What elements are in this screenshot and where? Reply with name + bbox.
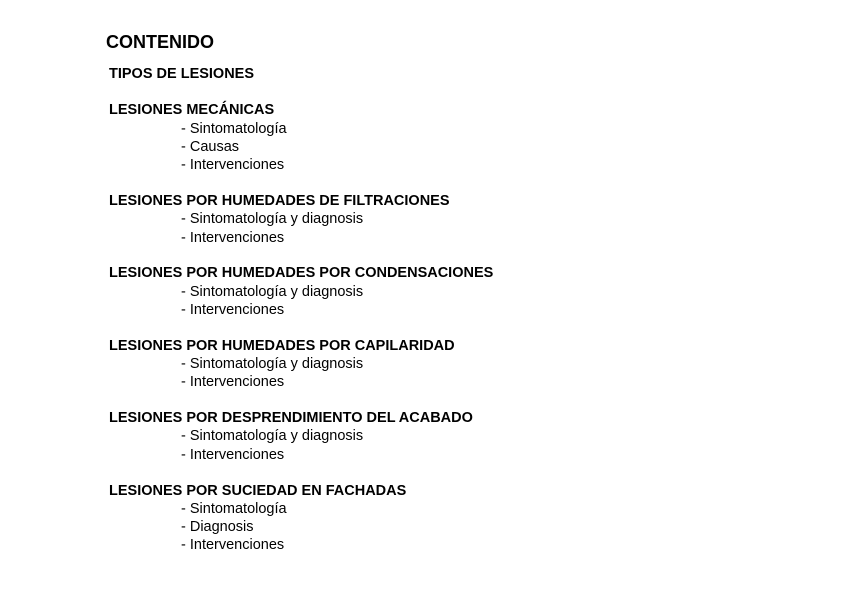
- section-heading: LESIONES MECÁNICAS: [109, 102, 275, 118]
- section-item: - Diagnosis: [181, 519, 254, 535]
- section-item: - Sintomatología y diagnosis: [181, 428, 364, 444]
- section-item: - Causas: [181, 139, 240, 155]
- section-heading: LESIONES POR SUCIEDAD EN FACHADAS: [109, 483, 407, 499]
- intro-heading: TIPOS DE LESIONES: [109, 66, 255, 82]
- section-item: - Intervenciones: [181, 374, 285, 390]
- section-heading: LESIONES POR DESPRENDIMIENTO DEL ACABADO: [109, 410, 473, 426]
- section-item: - Intervenciones: [181, 302, 285, 318]
- section-item: - Sintomatología: [181, 121, 287, 137]
- section-item: - Intervenciones: [181, 537, 285, 553]
- section-item: - Intervenciones: [181, 157, 285, 173]
- section-item: - Intervenciones: [181, 230, 285, 246]
- section-item: - Intervenciones: [181, 447, 285, 463]
- section-item: - Sintomatología y diagnosis: [181, 284, 364, 300]
- section-item: - Sintomatología: [181, 501, 287, 517]
- section-heading: LESIONES POR HUMEDADES POR CONDENSACIONES: [109, 265, 494, 281]
- section-item: - Sintomatología y diagnosis: [181, 356, 364, 372]
- page-title: CONTENIDO: [106, 32, 214, 52]
- section-heading: LESIONES POR HUMEDADES DE FILTRACIONES: [109, 193, 450, 209]
- section-item: - Sintomatología y diagnosis: [181, 211, 364, 227]
- section-heading: LESIONES POR HUMEDADES POR CAPILARIDAD: [109, 338, 455, 354]
